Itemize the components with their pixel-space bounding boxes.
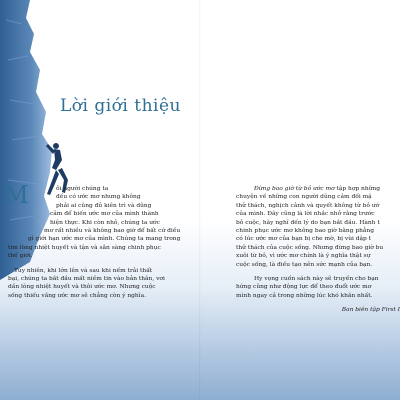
right-page-text bbox=[236, 185, 400, 315]
book-title: Đừng bao giờ từ bỏ ước mơ bbox=[254, 186, 335, 192]
text-line: sống thiếu vắng ước mơ sẽ chẳng còn ý nghĩa. bbox=[8, 292, 146, 299]
text-line bbox=[236, 185, 400, 193]
text-line: cảm để biến ước mơ của mình thành bbox=[50, 211, 159, 218]
text-line: đều có ước mơ nhưng không bbox=[56, 194, 141, 201]
text-line: tim lòng nhiệt huyết và tận và sẵn sàng chinh phục bbox=[8, 244, 161, 251]
page-title: Lời giới thiệu bbox=[60, 96, 181, 116]
text-line: hứng cũng như động lực để theo đuổi ước mơ bbox=[236, 284, 372, 291]
text-line: có lúc ước mơ của bạn bị che mờ, bị vùi dập t bbox=[236, 236, 372, 243]
drop-cap: M bbox=[4, 181, 29, 209]
text-line: xuôi từ bỏ, vì ước mơ chính là ý nghĩa thật sự bbox=[236, 253, 371, 260]
text-line: gì giới hạn ước mơ của mình. Chúng ta mang trong bbox=[28, 236, 181, 243]
text-line: chuyện về những con người dũng cảm đối mặ bbox=[236, 194, 372, 201]
text-line: bại, chúng ta bắt đầu mất niềm tin vào bản thân, vơi bbox=[8, 276, 165, 283]
text-line: dần lòng nhiệt huyết và thôi ước mơ. Nhưng cuộc bbox=[8, 284, 156, 291]
text-line: thử thách của cuộc sống. Nhưng đừng bao giờ bu bbox=[236, 244, 384, 251]
text-line-rest: tập hợp những bbox=[334, 186, 380, 192]
page-gutter bbox=[199, 0, 201, 400]
text-line: chinh phục ước mơ không bao giờ bằng phẳng bbox=[236, 228, 374, 235]
signature: Ban biên tập First I bbox=[341, 307, 400, 314]
text-line: của mình. Đây cũng là lời nhắc nhở rằng trước bbox=[236, 211, 375, 218]
text-line: Tuy nhiên, khi lớn lên và sau khi nếm trải thất bbox=[14, 267, 153, 274]
text-line: Hy vọng cuốn sách này sẽ truyền cho bạn bbox=[254, 276, 379, 283]
left-page-text bbox=[4, 181, 194, 300]
text-line: ỗi người chúng ta bbox=[56, 186, 109, 192]
text-line: cuộc sống, là điều tạo nên sức mạnh của bạn. bbox=[236, 261, 373, 268]
text-line: phải ai cũng đủ kiên trì và dũng bbox=[56, 202, 152, 209]
text-line: hiện thực. Khi còn nhỏ, chúng ta ước bbox=[50, 219, 160, 226]
text-line: thế giới. bbox=[8, 253, 33, 260]
text-line: mình ngay cả trong những lúc khó khăn nhất. bbox=[236, 292, 373, 299]
text-line: mơ rất nhiều và không bao giờ để bất cứ điều bbox=[44, 228, 181, 235]
text-line: thử thách, nghịch cảnh và quyết không từ bỏ ướ bbox=[236, 202, 380, 209]
text-line: bỏ cuộc, hãy nghĩ đến lý do bạn bắt đầu. Hành t bbox=[236, 219, 380, 226]
